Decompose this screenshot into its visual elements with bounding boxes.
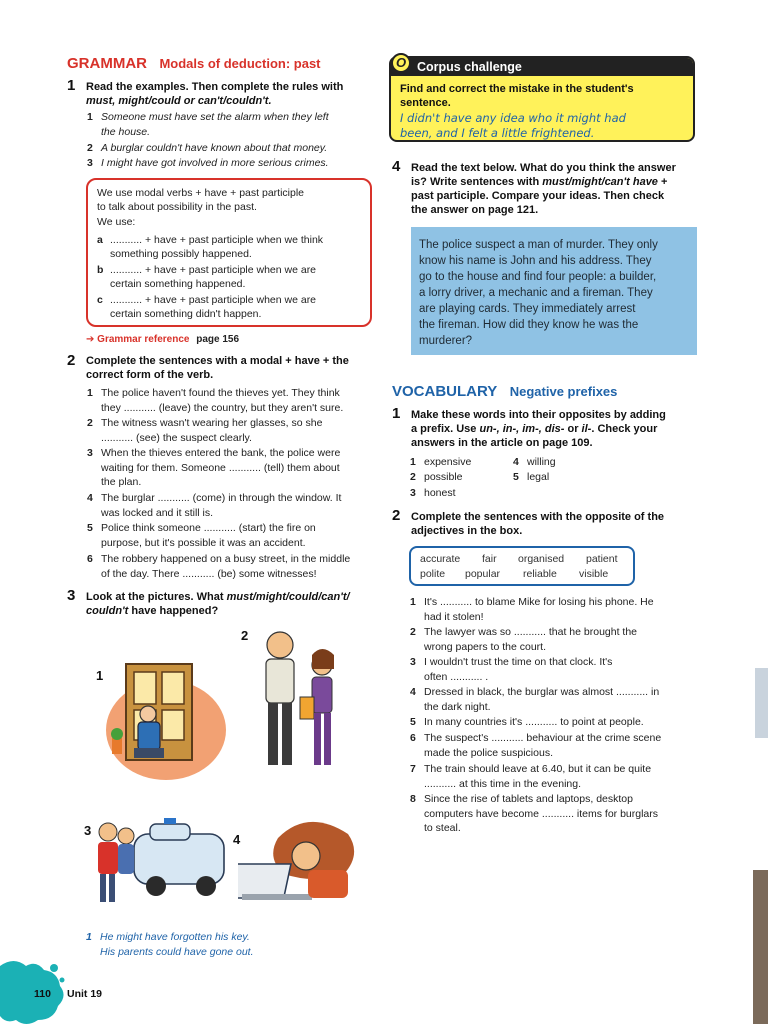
exercise-number: 1 <box>392 405 401 422</box>
adjective-word: accurate <box>420 553 461 565</box>
grammar-example: 3 I might have got involved in more serious crimes. <box>87 157 329 169</box>
vocabulary-heading <box>392 383 617 401</box>
reading-line: go to the house and find four people: a builder, <box>419 271 657 283</box>
adjective-word: polite <box>420 568 446 580</box>
reading-line: the fireman. How did they know he was the <box>419 319 639 331</box>
adjective-word-box <box>409 546 635 586</box>
rule-intro: to talk about possibility in the past. <box>97 201 257 213</box>
unit-label: Unit 19 <box>67 988 103 1000</box>
arrow-right-icon: ➔ <box>86 334 95 345</box>
exercise-item: 5 In many countries it's ........... to point at people. <box>410 716 644 728</box>
corpus-badge-icon: O <box>391 53 411 73</box>
exercise-number: 4 <box>392 158 401 175</box>
reading-line: murderer? <box>419 335 473 347</box>
word-item: 5 legal <box>513 471 550 483</box>
exercise-instruction: Read the examples. Then complete the rules with must, might/could or can't/couldn't. <box>86 81 344 107</box>
picture-number: 1 <box>96 668 104 683</box>
exercise-item: 3 I wouldn't trust the time on that clock. It's often ........... . <box>410 656 613 683</box>
adjective-word: reliable <box>523 568 557 580</box>
picture-locked-out <box>104 650 234 782</box>
adjective-word: visible <box>579 568 609 580</box>
exercise-item: 1 It's ........... to blame Mike for losing his phone. He had it stolen! <box>410 596 654 623</box>
rule-text: ........... + have + past participle when we are <box>110 294 317 306</box>
grammar-example: 2 A burglar couldn't have known about that money. <box>87 142 328 154</box>
rule-text: certain something didn't happen. <box>110 308 262 320</box>
exercise-number: 2 <box>392 507 401 524</box>
word-item: 3 honest <box>410 487 456 499</box>
corpus-sentence: I didn't have any idea who it might had been, and I felt a little frightened. <box>400 111 626 140</box>
exercise-item: 1 The police haven't found the thieves yet. They think they ........... (leave) the country, but they aren't sure. <box>87 387 344 414</box>
rule-text: something possibly happened. <box>110 248 252 260</box>
reading-line: are playing cards. They immediately arrest <box>419 303 636 315</box>
exercise-instruction: Read the text below. What do you think the answer is? Write sentences with must/might/can't have + past participle. Compare your ideas. Then check the answer on page 121. <box>411 162 676 216</box>
page-edge-strip <box>753 870 768 1024</box>
exercise-item: 6 The robbery happened on a busy street, in the middle of the day. There ........... (be) some witnesses! <box>87 553 351 580</box>
exercise-item: 3 When the thieves entered the bank, the police were waiting for them. Someone ........... (tell) them about the plan. <box>87 447 341 488</box>
exercise-item: 6 The suspect's ........... behaviour at the crime scene made the police suspicious. <box>410 732 662 759</box>
reading-text-panel <box>411 227 697 355</box>
rule-text: certain something happened. <box>110 278 246 290</box>
reading-line: know his name is John and his address. They <box>419 255 652 267</box>
exercise-instruction: Complete the sentences with a modal + have + the correct form of the verb. <box>86 355 349 381</box>
exercise-instruction: Make these words into their opposites by adding a prefix. Use un-, in-, im-, dis- or il-. Check your answers in the article on page 109. <box>411 409 666 449</box>
rule-text: ........... + have + past participle when we are <box>110 264 317 276</box>
exercise-number: 3 <box>67 587 76 604</box>
grammar-reference-link[interactable]: ➔ Grammar reference page 156 <box>86 334 240 345</box>
picture-laptop <box>238 812 366 904</box>
grammar-title: GRAMMAR <box>67 55 147 72</box>
rule-letter: a <box>97 234 103 246</box>
picture-number: 3 <box>84 823 92 838</box>
picture-police-car <box>94 814 229 906</box>
vocabulary-subtitle: Negative prefixes <box>509 384 618 399</box>
picture-number: 2 <box>241 628 249 643</box>
grammar-rule-box <box>86 178 372 327</box>
rule-text: ........... + have + past participle when we think <box>110 234 324 246</box>
page-edge-strip <box>755 668 768 738</box>
grammar-heading <box>67 55 321 73</box>
rule-we-use: We use: <box>97 216 136 228</box>
exercise-item: 8 Since the rise of tablets and laptops, desktop computers have become ........... items for burglars to steal. <box>410 793 659 834</box>
grammar-example: 1 Someone must have set the alarm when they left the house. <box>87 111 329 138</box>
exercise-instruction: Complete the sentences with the opposite of the adjectives in the box. <box>411 511 665 537</box>
exercise-item: 4 The burglar ........... (come) in through the window. It was locked and it still is. <box>87 492 342 519</box>
corpus-challenge-box <box>389 56 695 142</box>
exercise-number: 1 <box>67 77 76 94</box>
word-item: 1 expensive <box>410 456 472 468</box>
rule-intro: We use modal verbs + have + past participle <box>97 187 305 199</box>
exercise-item: 7 The train should leave at 6.40, but it can be quite ........... at this time in the evening. <box>410 763 652 790</box>
reading-line: a lorry driver, a mechanic and a fireman. They <box>419 287 653 299</box>
exercise-item: 2 The witness wasn't wearing her glasses, so she ........... (see) the suspect clearly. <box>87 417 323 444</box>
exercise-item: 5 Police think someone ........... (start) the fire on purpose, but it's possible it was an accident. <box>87 522 316 549</box>
adjective-word: fair <box>482 553 497 565</box>
rule-letter: b <box>97 264 104 276</box>
picture-shopping <box>244 625 354 775</box>
rule-letter: c <box>97 294 103 306</box>
page-number: 110 <box>34 988 51 1000</box>
reading-line: The police suspect a man of murder. They only <box>419 239 658 251</box>
corpus-title: Corpus challenge <box>391 58 693 76</box>
word-item: 4 willing <box>513 456 556 468</box>
exercise-item: 2 The lawyer was so ........... that he brought the wrong papers to the court. <box>410 626 638 653</box>
adjective-word: organised <box>518 553 565 565</box>
adjective-word: popular <box>465 568 501 580</box>
corpus-instruction: Find and correct the mistake in the student's sentence. <box>400 83 634 109</box>
exercise-item: 4 Dressed in black, the burglar was almost ........... in the dark night. <box>410 686 660 713</box>
example-answer: 1 He might have forgotten his key. His parents could have gone out. <box>86 931 254 958</box>
grammar-subtitle: Modals of deduction: past <box>159 56 321 71</box>
vocabulary-title: VOCABULARY <box>392 383 498 400</box>
exercise-number: 2 <box>67 352 76 369</box>
picture-number: 4 <box>233 832 241 847</box>
adjective-word: patient <box>586 553 618 565</box>
exercise-instruction: Look at the pictures. What must/might/could/can't/ couldn't have happened? <box>86 591 350 617</box>
word-item: 2 possible <box>410 471 463 483</box>
